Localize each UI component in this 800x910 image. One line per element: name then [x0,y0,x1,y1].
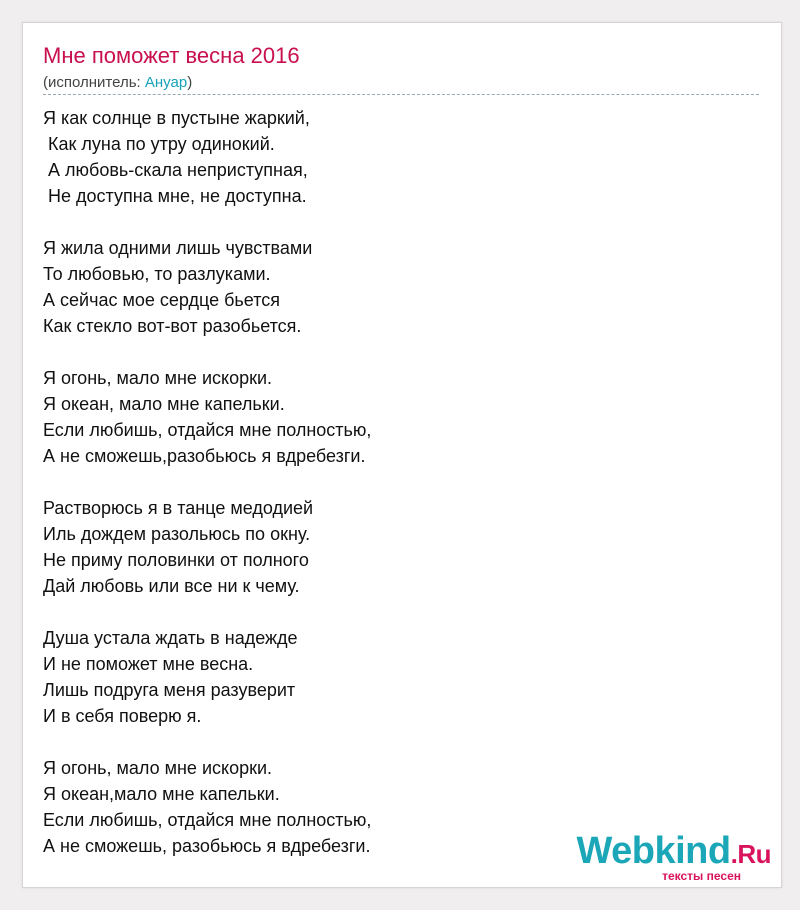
lyric-line: Если любишь, отдайся мне полностью, [43,810,372,830]
lyric-line: Я как солнце в пустыне жаркий, [43,108,310,128]
artist-line [43,74,192,91]
artist-prefix: (исполнитель: [43,74,145,91]
logo-wordmark [576,832,771,873]
lyric-line: И в себя поверю я. [43,706,202,726]
artist-link[interactable]: Ануар [144,74,188,91]
logo-main-text: Webkind [576,830,731,872]
lyric-line: А не сможешь, разобьюсь я вдребезги. [43,836,371,856]
stanza [43,495,371,599]
lyric-line: Иль дождем разольюсь по окну. [43,524,311,544]
lyric-line: Я океан,мало мне капельки. [43,784,280,804]
lyric-line: Как стекло вот-вот разобьется. [43,316,302,336]
lyric-line: А любовь-скала неприступная, [43,160,308,180]
lyric-line: Как луна по утру одинокий. [43,134,275,154]
stanza [43,755,371,859]
lyric-line: И не поможет мне весна. [43,654,254,674]
logo-tld-text: .Ru [730,839,771,869]
lyric-line: А не сможешь,разобьюсь я вдребезги. [43,446,366,466]
stanza [43,235,371,339]
lyric-line: Я огонь, мало мне искорки. [43,368,273,388]
stanza [43,365,371,469]
lyric-line: Не приму половинки от полного [43,550,309,570]
song-title: Мне поможет весна 2016 [43,43,300,68]
artist-suffix: ) [187,74,193,91]
lyrics-card [22,22,782,888]
lyric-line: Дай любовь или все ни к чему. [43,576,300,596]
lyric-line: Я океан, мало мне капельки. [43,394,285,414]
webkind-logo[interactable] [576,832,771,883]
lyric-line: Душа устала ждать в надежде [43,628,298,648]
stanza [43,625,371,729]
lyric-line: Если любишь, отдайся мне полностью, [43,420,372,440]
logo-tagline: тексты песен [662,869,741,883]
lyric-line: Не доступна мне, не доступна. [43,186,307,206]
stanza [43,105,371,209]
lyric-line: Я огонь, мало мне искорки. [43,758,273,778]
dashed-divider [43,94,759,95]
lyrics-body [43,105,371,859]
lyric-line: А сейчас мое сердце бьется [43,290,280,310]
lyric-line: Я жила одними лишь чувствами [43,238,313,258]
lyric-line: Растворюсь я в танце медодией [43,498,314,518]
lyric-line: То любовью, то разлуками. [43,264,271,284]
lyric-line: Лишь подруга меня разуверит [43,680,296,700]
